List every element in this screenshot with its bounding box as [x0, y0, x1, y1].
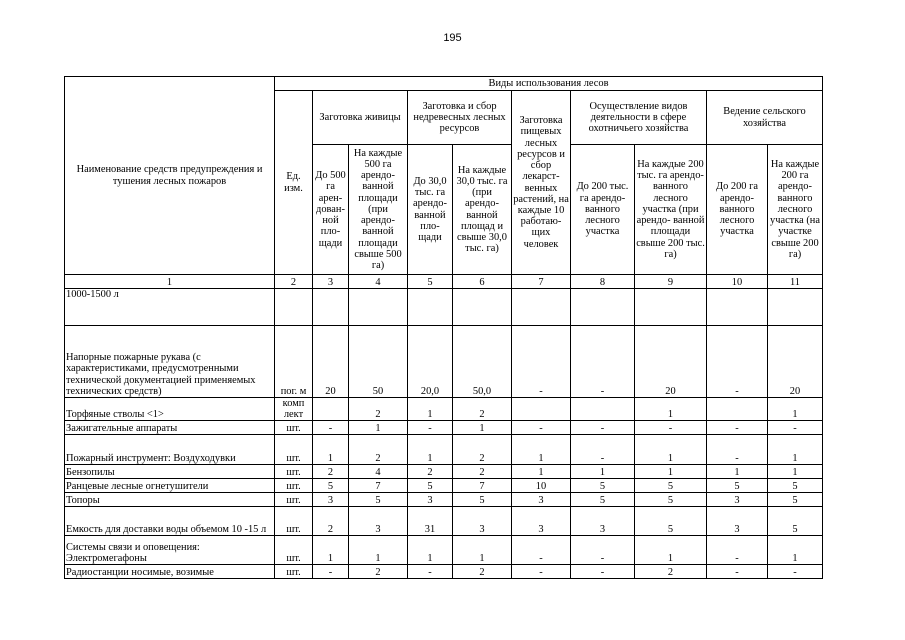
row-value [571, 289, 635, 326]
row-value: 3 [313, 493, 349, 507]
row-name: Емкость для доставки воды объемом 10 -15 л [65, 507, 275, 536]
table-row [65, 565, 823, 579]
column-number: 4 [349, 275, 408, 289]
table-row [65, 435, 823, 465]
row-value: 1 [635, 435, 707, 465]
row-value: 1 [408, 536, 453, 565]
table-row [65, 493, 823, 507]
row-value [707, 289, 768, 326]
row-value: 20 [768, 326, 823, 398]
row-unit: шт. [275, 479, 313, 493]
row-value: - [571, 435, 635, 465]
row-value: 1 [707, 465, 768, 479]
page-number: 195 [443, 32, 462, 44]
row-value: 2 [453, 435, 512, 465]
row-value: 50 [349, 326, 408, 398]
row-value [313, 398, 349, 421]
row-value [408, 289, 453, 326]
norms-table [64, 76, 823, 579]
row-value: 1 [512, 435, 571, 465]
row-value: 1 [408, 398, 453, 421]
row-value: 5 [768, 507, 823, 536]
row-value: 5 [571, 493, 635, 507]
row-value [512, 289, 571, 326]
row-value: 2 [635, 565, 707, 579]
header-col-7: Заготовка пищевых лесных ресурсов и сбор лекарст- венных растений, на каждые 10 работаю- щих человек [512, 91, 571, 275]
column-number: 1 [65, 275, 275, 289]
row-value: 1 [768, 465, 823, 479]
row-unit: комп лект [275, 398, 313, 421]
row-name: Топоры [65, 493, 275, 507]
column-number: 8 [571, 275, 635, 289]
row-value: 2 [349, 435, 408, 465]
row-value: 5 [707, 479, 768, 493]
row-value: - [768, 565, 823, 579]
row-value: - [707, 565, 768, 579]
header-col-10: До 200 га арендо- ванного лесного участка [707, 145, 768, 275]
row-unit: шт. [275, 536, 313, 565]
row-value: - [571, 565, 635, 579]
row-unit: шт. [275, 507, 313, 536]
row-value: - [512, 536, 571, 565]
header-group-4: Осуществление видов деятельности в сфере охотничьего хозяйства [571, 91, 707, 145]
row-value: - [571, 421, 635, 435]
row-name: Зажигательные аппараты [65, 421, 275, 435]
row-value: 20,0 [408, 326, 453, 398]
row-value: - [512, 565, 571, 579]
header-col-8: До 200 тыс. га арендо- ванного лесного участка [571, 145, 635, 275]
row-value: 2 [313, 465, 349, 479]
column-number: 5 [408, 275, 453, 289]
column-number: 3 [313, 275, 349, 289]
row-value: 3 [707, 507, 768, 536]
row-value [349, 289, 408, 326]
row-unit: шт. [275, 421, 313, 435]
row-value [571, 398, 635, 421]
header-group-2: Заготовка и сбор недревесных лесных ресурсов [408, 91, 512, 145]
table-row [65, 465, 823, 479]
table-row [65, 479, 823, 493]
column-numbers-row [65, 275, 823, 289]
header-group-title: Виды использования лесов [275, 77, 823, 91]
row-value: 5 [408, 479, 453, 493]
column-number: 6 [453, 275, 512, 289]
header-col-6: На каждые 30,0 тыс. га (при арендо- ванной площад и свыше 30,0 тыс. га) [453, 145, 512, 275]
row-value: 5 [571, 479, 635, 493]
row-value: 2 [349, 398, 408, 421]
table-row [65, 536, 823, 565]
row-value: 4 [349, 465, 408, 479]
row-value [635, 289, 707, 326]
row-unit: шт. [275, 465, 313, 479]
row-unit: шт. [275, 493, 313, 507]
row-value: 1 [768, 398, 823, 421]
row-value [453, 289, 512, 326]
header-col-11: На каждые 200 га арендо- ванного лесного участка (на участке свыше 200 га) [768, 145, 823, 275]
header-name: Наименование средств предупреждения и тушения лесных пожаров [65, 77, 275, 275]
row-value [768, 289, 823, 326]
row-value: 2 [453, 465, 512, 479]
table-body [65, 289, 823, 579]
table-row [65, 421, 823, 435]
row-value: 3 [408, 493, 453, 507]
row-unit: пог. м [275, 326, 313, 398]
row-value: 20 [635, 326, 707, 398]
row-value: - [707, 536, 768, 565]
row-value: 3 [707, 493, 768, 507]
table-row [65, 507, 823, 536]
row-value: 1 [512, 465, 571, 479]
row-value: 2 [408, 465, 453, 479]
table-row [65, 398, 823, 421]
row-value: - [512, 421, 571, 435]
row-value: 1 [571, 465, 635, 479]
row-value: 2 [453, 565, 512, 579]
row-value: - [313, 421, 349, 435]
row-value: - [707, 435, 768, 465]
row-value: 5 [453, 493, 512, 507]
row-value: 2 [349, 565, 408, 579]
row-value: 3 [512, 507, 571, 536]
row-value: 3 [512, 493, 571, 507]
row-value: 31 [408, 507, 453, 536]
row-value: 1 [768, 435, 823, 465]
row-value: 1 [768, 536, 823, 565]
row-value: 5 [313, 479, 349, 493]
row-name: Радиостанции носимые, возимые [65, 565, 275, 579]
row-value: - [707, 421, 768, 435]
row-value: 2 [453, 398, 512, 421]
row-value: 1 [453, 536, 512, 565]
row-name: Торфяные стволы <1> [65, 398, 275, 421]
row-name: Напорные пожарные рукава (с характеристиками, предусмотренными технической документацией применяемых технических средств) [65, 326, 275, 398]
row-value: 1 [453, 421, 512, 435]
row-unit: шт. [275, 435, 313, 465]
header-col-5: До 30,0 тыс. га арендо- ванной пло- щади [408, 145, 453, 275]
table-row [65, 326, 823, 398]
row-value: - [635, 421, 707, 435]
row-value: 50,0 [453, 326, 512, 398]
row-value: 5 [635, 493, 707, 507]
row-value: - [313, 565, 349, 579]
row-name: Пожарный инструмент: Воздуходувки [65, 435, 275, 465]
row-value: 1 [408, 435, 453, 465]
header-col-9: На каждые 200 тыс. га арендо- ванного лесного участка (при арендо- ванной площади свыше 200 тыс. га) [635, 145, 707, 275]
row-value: 3 [453, 507, 512, 536]
row-value: 7 [453, 479, 512, 493]
row-name: Ранцевые лесные огнетушители [65, 479, 275, 493]
row-value: 1 [313, 536, 349, 565]
column-number: 11 [768, 275, 823, 289]
header-group-5: Ведение сельского хозяйства [707, 91, 823, 145]
column-number: 9 [635, 275, 707, 289]
row-value: 2 [313, 507, 349, 536]
column-number: 2 [275, 275, 313, 289]
row-value: 5 [635, 479, 707, 493]
row-value: 1 [635, 398, 707, 421]
row-value: 5 [768, 493, 823, 507]
row-unit [275, 289, 313, 326]
row-value: - [408, 565, 453, 579]
table-row [65, 289, 823, 326]
row-value: 1 [635, 465, 707, 479]
row-value: - [571, 536, 635, 565]
row-value [512, 398, 571, 421]
row-value: 20 [313, 326, 349, 398]
row-value: - [707, 326, 768, 398]
row-value: - [768, 421, 823, 435]
row-value: 3 [571, 507, 635, 536]
row-value: 1 [349, 421, 408, 435]
row-name: 1000-1500 л [65, 289, 275, 326]
row-name: Системы связи и оповещения: Электромегафоны [65, 536, 275, 565]
row-value: 7 [349, 479, 408, 493]
row-value: - [571, 326, 635, 398]
row-value: 5 [635, 507, 707, 536]
row-value: 3 [349, 507, 408, 536]
row-value: - [512, 326, 571, 398]
row-value: 10 [512, 479, 571, 493]
row-value: 1 [313, 435, 349, 465]
header-col-3: До 500 га арен- дован- ной пло- щади [313, 145, 349, 275]
row-value [707, 398, 768, 421]
header-unit: Ед. изм. [275, 91, 313, 275]
row-value: - [408, 421, 453, 435]
row-name: Бензопилы [65, 465, 275, 479]
row-value: 5 [349, 493, 408, 507]
header-group-1: Заготовка живицы [313, 91, 408, 145]
column-number: 7 [512, 275, 571, 289]
row-value: 1 [635, 536, 707, 565]
row-value [313, 289, 349, 326]
header-col-4: На каждые 500 га арендо- ванной площади (при арендо- ванной площади свыше 500 га) [349, 145, 408, 275]
column-number: 10 [707, 275, 768, 289]
row-value: 5 [768, 479, 823, 493]
row-value: 1 [349, 536, 408, 565]
row-unit: шт. [275, 565, 313, 579]
